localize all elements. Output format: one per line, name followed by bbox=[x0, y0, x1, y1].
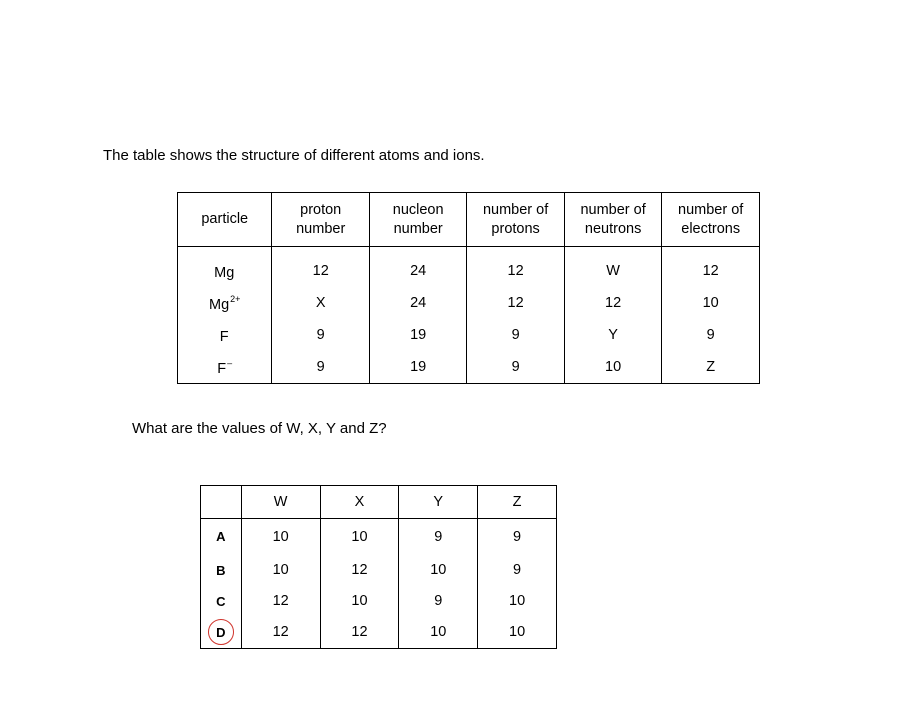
question-text: What are the values of W, X, Y and Z? bbox=[132, 420, 387, 437]
intro-text: The table shows the structure of different atoms and ions. bbox=[103, 147, 485, 164]
selected-answer-circle[interactable]: D bbox=[208, 619, 234, 645]
value-cell: 10 bbox=[478, 586, 557, 617]
option-label-selected[interactable] bbox=[201, 617, 242, 649]
value-cell: 9 bbox=[399, 586, 478, 617]
value-cell: 10 bbox=[399, 555, 478, 586]
answer-row-a[interactable] bbox=[201, 519, 557, 555]
value-cell: 9 bbox=[399, 519, 478, 555]
header-particle: particle bbox=[178, 193, 272, 247]
value-cell: 9 bbox=[467, 351, 564, 384]
option-label[interactable]: C bbox=[201, 586, 242, 617]
particle-cell: Mg bbox=[178, 247, 272, 288]
header-number-of-neutrons: number of neutrons bbox=[564, 193, 662, 247]
value-cell: 12 bbox=[662, 247, 760, 288]
value-cell: 9 bbox=[478, 555, 557, 586]
particle-cell: F– bbox=[178, 351, 272, 384]
header-y: Y bbox=[399, 486, 478, 519]
header-z: Z bbox=[478, 486, 557, 519]
answer-header-row bbox=[201, 486, 557, 519]
value-cell: 12 bbox=[320, 555, 399, 586]
value-cell: 24 bbox=[369, 287, 466, 319]
value-cell: 12 bbox=[320, 617, 399, 649]
value-cell: 10 bbox=[478, 617, 557, 649]
value-cell: 10 bbox=[564, 351, 662, 384]
value-cell: 12 bbox=[241, 617, 320, 649]
structure-header-row bbox=[178, 193, 760, 247]
table-row bbox=[178, 247, 760, 288]
answer-row-c[interactable] bbox=[201, 586, 557, 617]
value-cell: 9 bbox=[272, 351, 369, 384]
value-cell: 9 bbox=[662, 319, 760, 351]
value-cell: 12 bbox=[272, 247, 369, 288]
table-row bbox=[178, 351, 760, 384]
answer-row-b[interactable] bbox=[201, 555, 557, 586]
value-cell: 9 bbox=[467, 319, 564, 351]
value-cell: 12 bbox=[467, 287, 564, 319]
option-label[interactable]: B bbox=[201, 555, 242, 586]
particle-cell: F bbox=[178, 319, 272, 351]
structure-table bbox=[177, 192, 760, 384]
particle-cell: $Mg^{2+}$ bbox=[178, 287, 272, 319]
value-cell: 19 bbox=[369, 319, 466, 351]
header-number-of-electrons: number of electrons bbox=[662, 193, 760, 247]
value-cell: 10 bbox=[399, 617, 478, 649]
table-row bbox=[178, 287, 760, 319]
answer-table bbox=[200, 485, 557, 649]
header-w: W bbox=[241, 486, 320, 519]
value-cell: 9 bbox=[478, 519, 557, 555]
answer-row-d[interactable] bbox=[201, 617, 557, 649]
value-cell: 10 bbox=[241, 519, 320, 555]
option-header-blank bbox=[201, 486, 242, 519]
value-cell: W bbox=[564, 247, 662, 288]
table-row bbox=[178, 319, 760, 351]
value-cell: 12 bbox=[564, 287, 662, 319]
header-x: X bbox=[320, 486, 399, 519]
value-cell: 9 bbox=[272, 319, 369, 351]
value-cell: 10 bbox=[241, 555, 320, 586]
value-cell: Y bbox=[564, 319, 662, 351]
value-cell: 10 bbox=[662, 287, 760, 319]
value-cell: 10 bbox=[320, 586, 399, 617]
header-number-of-protons: number of protons bbox=[467, 193, 564, 247]
value-cell: 19 bbox=[369, 351, 466, 384]
option-label[interactable]: A bbox=[201, 519, 242, 555]
value-cell: Z bbox=[662, 351, 760, 384]
header-proton-number: proton number bbox=[272, 193, 369, 247]
value-cell: 12 bbox=[241, 586, 320, 617]
value-cell: X bbox=[272, 287, 369, 319]
value-cell: 24 bbox=[369, 247, 466, 288]
value-cell: 12 bbox=[467, 247, 564, 288]
value-cell: 10 bbox=[320, 519, 399, 555]
header-nucleon-number: nucleon number bbox=[369, 193, 466, 247]
